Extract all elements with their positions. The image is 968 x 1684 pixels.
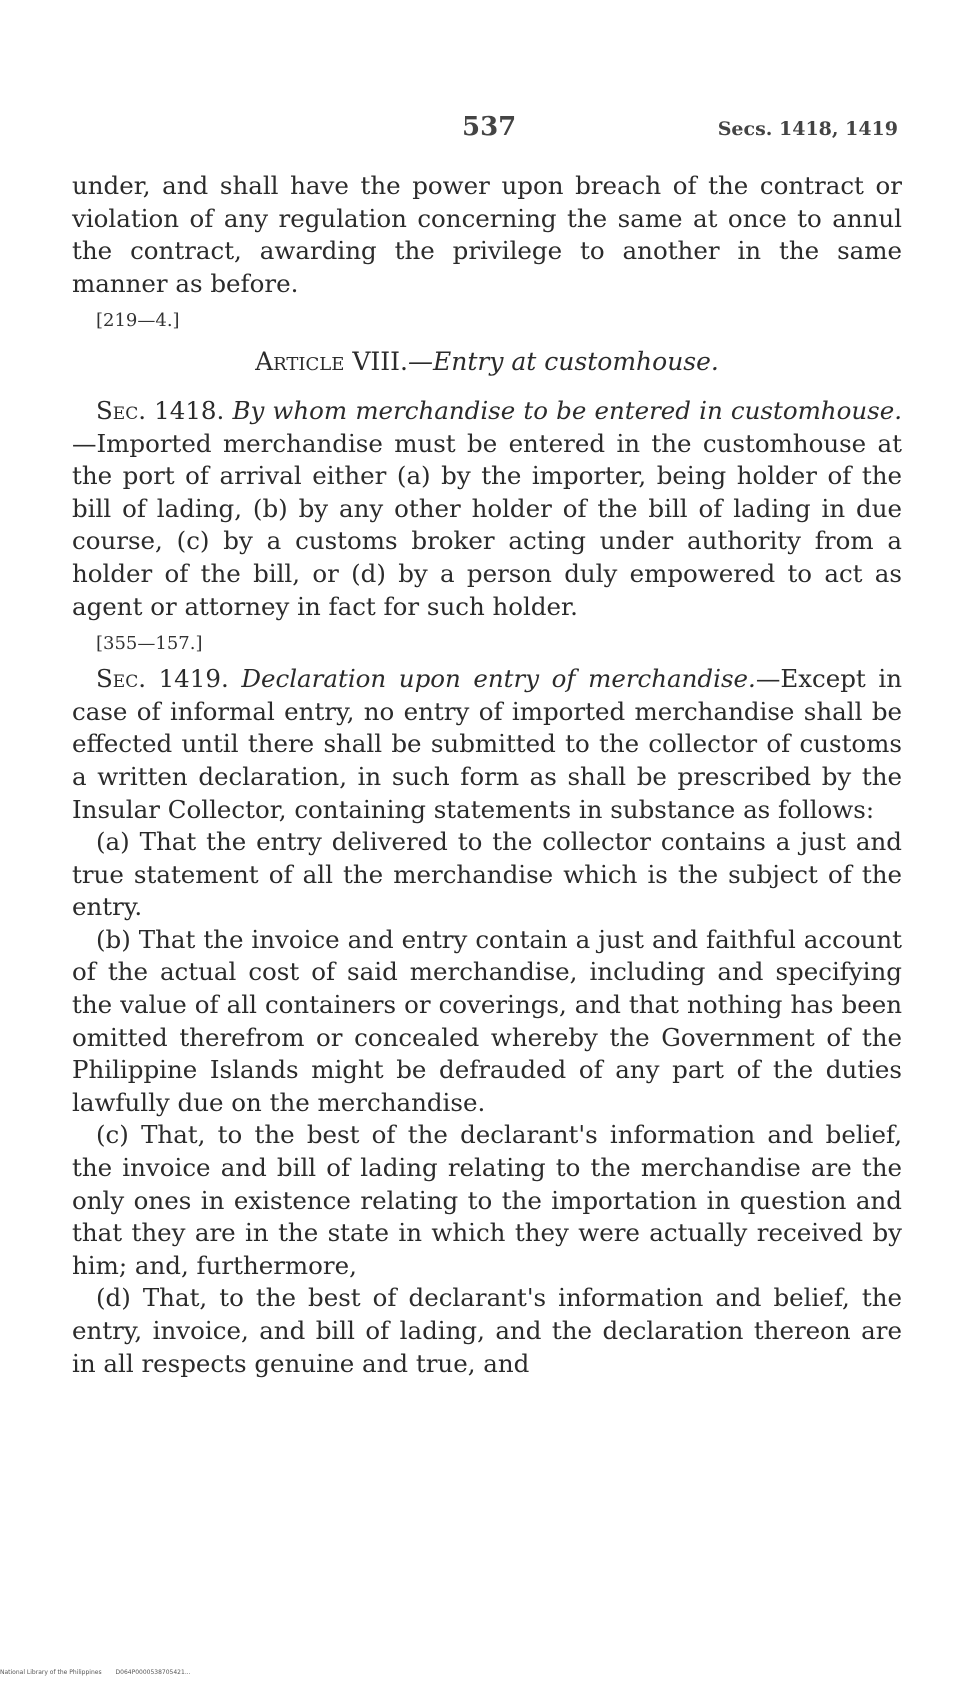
section-text: —Imported merchandise must be entered in the customhouse at the port of arrival either (a) by the importer, being holder of the bill of lading, (b) by any other holder of the bill of lading in due course, (c) by a customs broker acting under authority from a holder of the bill, or (d) by a person duly empowered to act as agent or attorney in fact for such holder. bbox=[72, 428, 902, 621]
section-1418 bbox=[72, 395, 902, 623]
section-label: Sec. 1419. bbox=[96, 664, 229, 694]
paragraph-c: (c) That, to the best of the declarant's information and belief, the invoice and bill of lading relating to the merchandise are the only ones in existence relating to the importation in question and that they are in the state in which they were actually received by him; and, furthermore, bbox=[72, 1120, 902, 1280]
body-text bbox=[72, 170, 902, 1380]
document-code: D064P0000538705421... bbox=[115, 1669, 191, 1676]
section-1419 bbox=[72, 663, 902, 826]
section-text: —Except in case of informal entry, no entry of imported merchandise shall be effected until there shall be submitted to the collector of customs a written declaration, in such form as shall be prescribed by the Insular Collector, containing statements in substance as follows: bbox=[72, 664, 902, 824]
citation: [355—157.] bbox=[96, 633, 203, 655]
paragraph-b: (b) That the invoice and entry contain a just and faithful account of the actual cost of said merchandise, including and specifying the value of all containers or coverings, and that nothing has been omitted therefrom or concealed whereby the Government of the Philippine Islands might be defrauded of any part of the duties lawfully due on the merchandise. bbox=[72, 924, 902, 1117]
page-number: 537 bbox=[462, 112, 517, 142]
paragraph-a: (a) That the entry delivered to the collector contains a just and true statement of all the merchandise which is the subject of the entry. bbox=[72, 827, 902, 922]
article-heading bbox=[72, 346, 902, 379]
section-title: Declaration upon entry of merchandise. bbox=[241, 664, 756, 694]
article-label: Article VIII. bbox=[255, 347, 408, 377]
section-label: Sec. 1418. bbox=[96, 395, 225, 425]
article-title: —Entry at customhouse. bbox=[407, 347, 719, 377]
paragraph-d: (d) That, to the best of declarant's information and belief, the entry, invoice, and bill of lading, and the declaration thereon are in all respects genuine and true, and bbox=[72, 1283, 902, 1378]
running-head: Secs. 1418, 1419 bbox=[717, 118, 898, 140]
section-title: By whom merchandise to be entered in customhouse. bbox=[232, 395, 902, 425]
page-header bbox=[72, 112, 898, 152]
page-footer bbox=[0, 1669, 203, 1676]
library-credit: National Library of the Philippines bbox=[0, 1669, 102, 1676]
citation: [219—4.] bbox=[96, 310, 180, 332]
continuation-paragraph: under, and shall have the power upon breach of the contract or violation of any regulation concerning the same at once to annul the contract, awarding the privilege to another in the same manner as before. bbox=[72, 171, 902, 298]
